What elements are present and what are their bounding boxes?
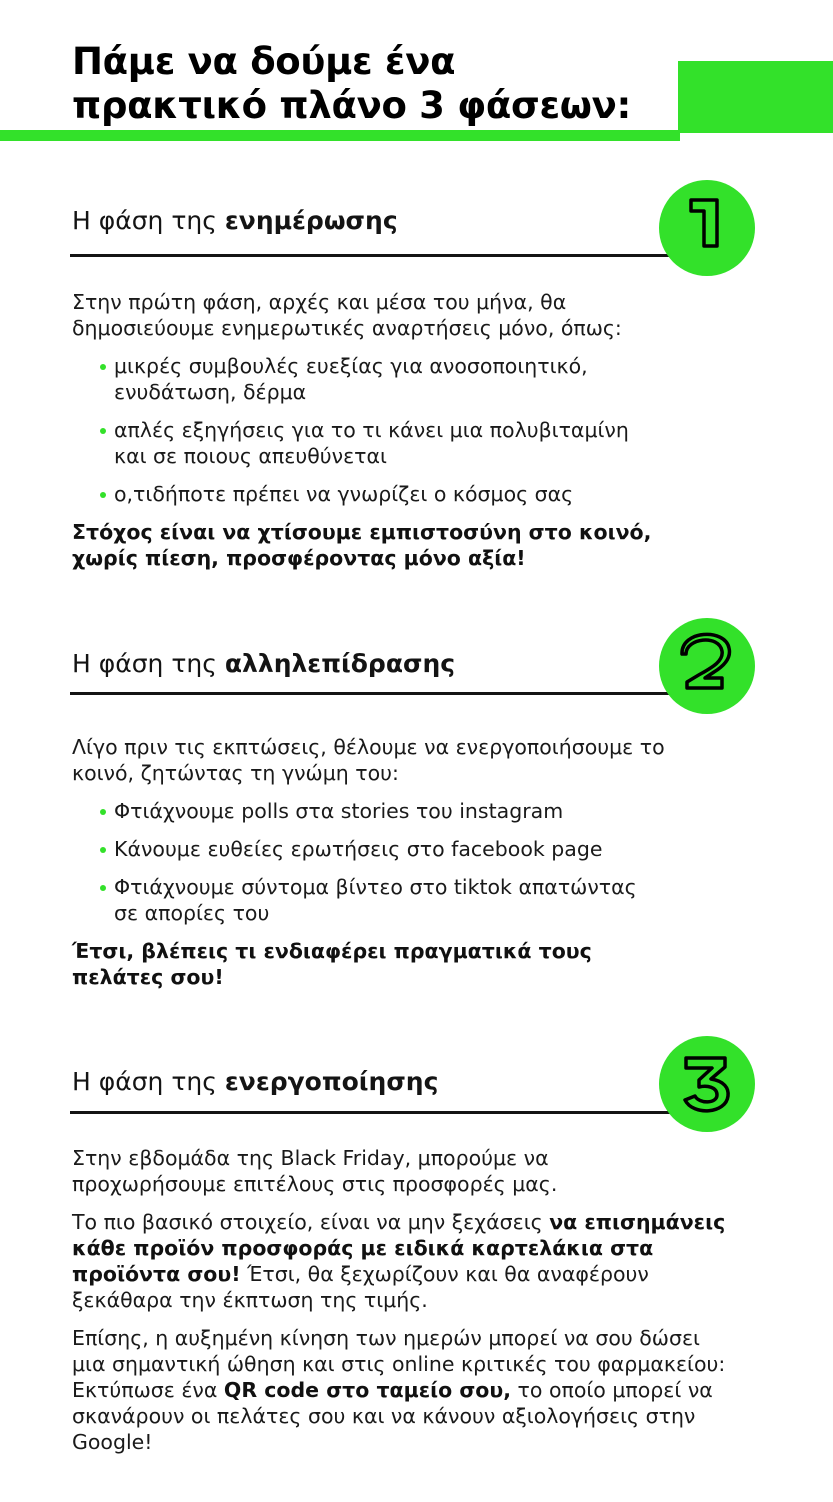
phase-2-body	[72, 734, 752, 1002]
phase-1-body	[72, 289, 752, 583]
phase-3-heading	[72, 1066, 438, 1098]
phase-2-goal: Έτσι, βλέπεις τι ενδιαφέρει πραγματικά τους πελάτες σου!	[72, 939, 592, 989]
list-item: Φτιάχνουμε σύντομα βίντεο στο tiktok απατώντας σε απορίες του	[100, 874, 660, 926]
phase-1-list	[72, 353, 660, 507]
number-two-icon	[659, 618, 755, 714]
phase-3-paragraph-2	[72, 1209, 742, 1313]
phase-2-underline	[70, 692, 690, 695]
phase-2-heading-bold: αλληλεπίδρασης	[224, 649, 456, 678]
phase-1-heading-bold: ενημέρωσης	[224, 206, 398, 235]
title-accent-block	[678, 61, 833, 133]
phase-1-number-badge	[659, 180, 755, 276]
phase-2-list	[72, 798, 660, 926]
phase-2-number-badge	[659, 618, 755, 714]
phase-2-heading-prefix: Η φάση της	[72, 649, 225, 678]
list-item: Φτιάχνουμε polls στα stories του instagram	[100, 798, 660, 824]
phase-1-intro: Στην πρώτη φάση, αρχές και μέσα του μήνα, θα δημοσιεύουμε ενημερωτικές αναρτήσεις μόνο, όπως:	[72, 290, 622, 340]
phase-3-p2-bold: να επισημάνεις κάθε προϊόν προσφοράς με ειδικά καρτελάκια στα προϊόντα σου!	[72, 1210, 726, 1286]
phase-3-paragraph-3	[72, 1325, 737, 1455]
phase-2-intro: Λίγο πριν τις εκπτώσεις, θέλουμε να ενεργοποιήσουμε το κοινό, ζητώντας τη γνώμη του:	[72, 735, 665, 785]
list-item: Κάνουμε ευθείες ερωτήσεις στο facebook page	[100, 836, 660, 862]
number-three-icon	[659, 1036, 755, 1132]
phase-3-number-badge	[659, 1036, 755, 1132]
phase-3-p3-bold: QR code στο ταμείο σου,	[223, 1378, 512, 1402]
page-title-line-1: Πάμε να δούμε ένα	[72, 40, 456, 83]
page-title-line-2: πρακτικό πλάνο 3 φάσεων:	[72, 84, 632, 127]
list-item: ο,τιδήποτε πρέπει να γνωρίζει ο κόσμος σας	[100, 481, 660, 507]
phase-3-heading-bold: ενεργοποίησης	[224, 1067, 439, 1096]
phase-1-heading	[72, 205, 398, 237]
phase-3-body	[72, 1145, 752, 1467]
number-one-icon	[659, 180, 755, 276]
phase-1-heading-prefix: Η φάση της	[72, 206, 225, 235]
phase-3-p2-text-c: Έτσι, θα ξεχωρίζουν και θα αναφέρουν ξεκάθαρα την έκπτωση της τιμής.	[72, 1262, 649, 1312]
phase-1-goal: Στόχος είναι να χτίσουμε εμπιστοσύνη στο κοινό, χωρίς πίεση, προσφέροντας μόνο αξία!	[72, 520, 652, 570]
phase-3-heading-prefix: Η φάση της	[72, 1067, 225, 1096]
list-item: μικρές συμβουλές ευεξίας για ανοσοποιητικό, ενυδάτωση, δέρμα	[100, 353, 660, 405]
phase-1-underline	[70, 254, 690, 257]
title-underline-bar	[0, 130, 680, 141]
phase-3-p3-text-c: το οποίο μπορεί να σκανάρουν οι πελάτες σου και να κάνουν αξιολογήσεις στην Google!	[72, 1378, 713, 1454]
phase-3-paragraph-1: Στην εβδομάδα της Black Friday, μπορούμε να προχωρήσουμε επιτέλους στις προσφορές μας.	[72, 1146, 558, 1196]
phase-3-p2-text-a: Το πιο βασικό στοιχείο, είναι να μην ξεχάσεις	[72, 1210, 550, 1234]
page-title	[72, 40, 631, 128]
phase-2-heading	[72, 648, 455, 680]
phase-3-p3-text-a: Επίσης, η αυξημένη κίνηση των ημερών μπορεί να σου δώσει μια σημαντική ώθηση και στις online κριτικές του φαρμακείου: Εκτύπωσε ένα	[72, 1326, 726, 1402]
list-item: απλές εξηγήσεις για το τι κάνει μια πολυβιταμίνη και σε ποιους απευθύνεται	[100, 417, 660, 469]
phase-3-underline	[70, 1111, 690, 1114]
